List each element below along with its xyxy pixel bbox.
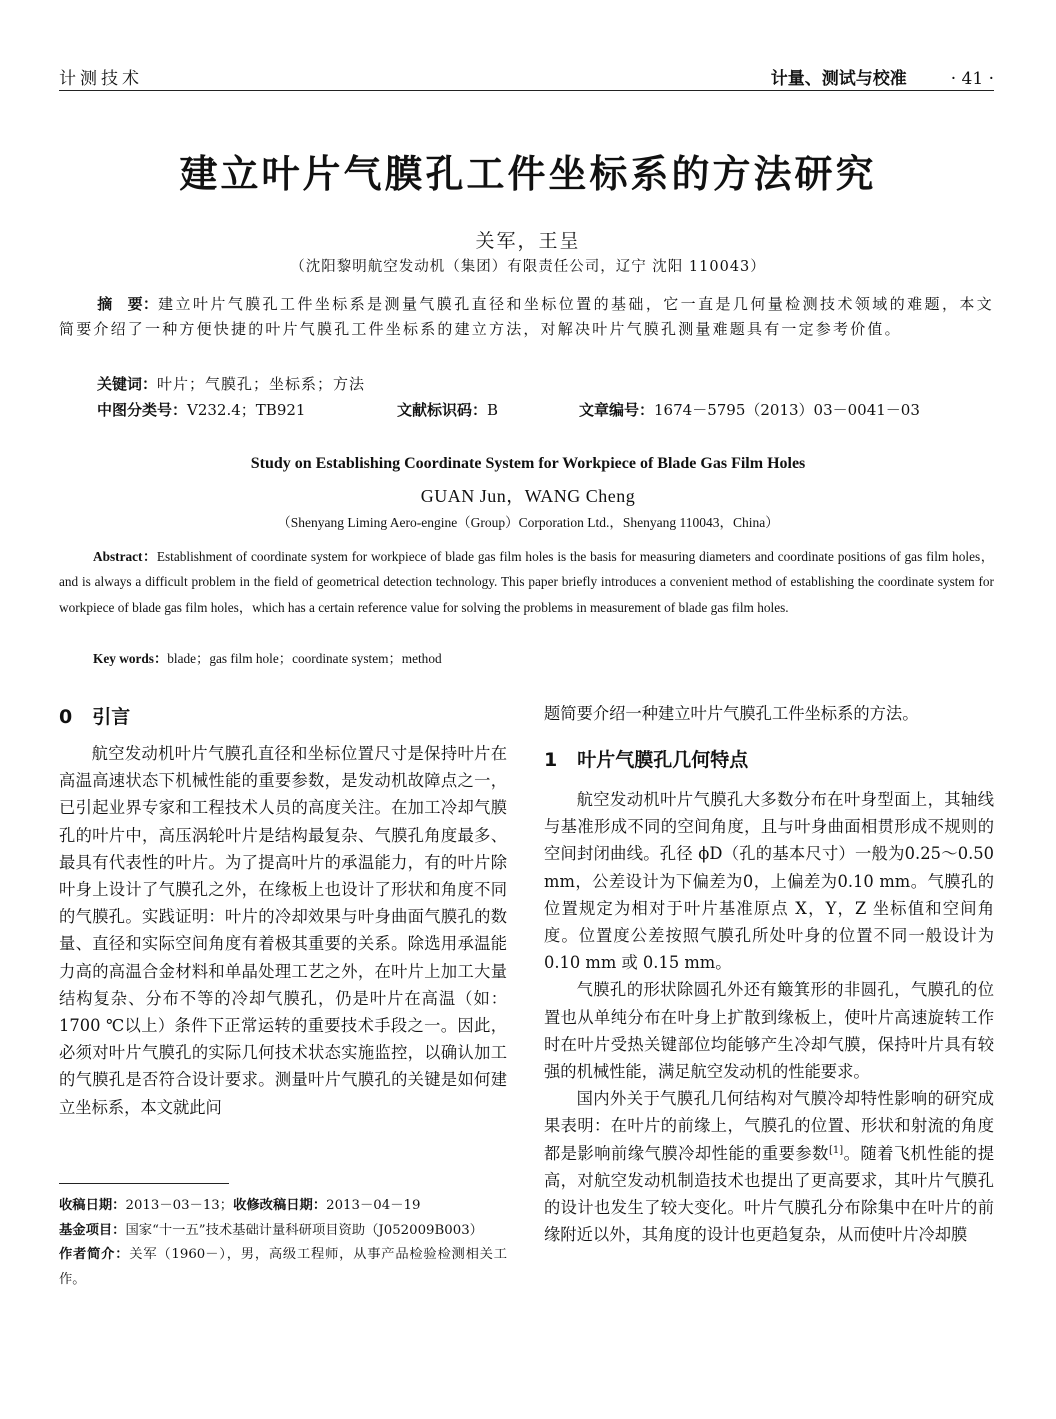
keywords-cn-text: 叶片；气膜孔；坐标系；方法 — [157, 375, 366, 393]
english-keywords — [93, 648, 442, 667]
article-value: 1674－5795（2013）03－0041－03 — [654, 401, 920, 419]
section1-paragraph-3-tail: 。随着飞机性能的提高，对航空发动机制造技术也提出了更高要求，其叶片气膜孔的设计也发生了较大变化。叶片气膜孔分布除集中在叶片的前缘附近以外，其角度的设计也更趋复杂，从而使叶片冷却膜 — [544, 1143, 994, 1245]
section1-paragraph-2: 气膜孔的形状除圆孔外还有簸箕形的非圆孔，气膜孔的位置也从单纯分布在叶身上扩散到缘板上，使叶片高速旋转工作时在叶片受热关键部位均能够产生冷却气膜，保持叶片具有较强的机械性能，满足航空发动机的性能要求。 — [544, 980, 994, 1082]
section-number-1: 1 — [544, 749, 558, 771]
english-affiliation: （Shenyang Liming Aero-engine（Group）Corporation Ltd.，Shenyang 110043，China） — [277, 515, 779, 530]
section-number-0: 0 — [59, 706, 73, 728]
keywords-cn-label: 关键词： — [97, 375, 158, 393]
doc-label: 文献标识码： — [397, 401, 488, 419]
authors: 关军，王呈 — [475, 230, 581, 252]
clc-code — [97, 399, 305, 420]
section0-paragraph-1: 航空发动机叶片气膜孔直径和坐标位置尺寸是保持叶片在高温高速状态下机械性能的重要参数，是发动机故障点之一，已引起业界专家和工程技术人员的高度关注。在加工冷却气膜孔的叶片中，高压涡轮叶片是结构最复杂、气膜孔角度最多、最具有代表性的叶片。为了提高叶片的承温能力，有的叶片除叶身上设计了气膜孔之外，在缘板上也设计了形状和角度不同的气膜孔。实践证明：叶片的冷却效果与叶身曲面气膜孔的数量、直径和实际空间角度有着极其重要的关系。除选用承温能力高的高温合金材料和单晶处理工艺之外，在叶片上加工大量结构复杂、分布不等的冷却气膜孔，仍是叶片在高温（如：1700 ℃以上）条件下正常运转的重要技术手段之一。因此，必须对叶片气膜孔的实际几何技术状态实施监控，以确认加工的气膜孔是否符合设计要求。测量叶片气膜孔的关键是如何建立坐标系，本文就此问 — [59, 744, 507, 1117]
clc-value: V232.4；TB921 — [187, 401, 306, 419]
journal-name: 计测技术 — [59, 69, 143, 89]
section-heading-0 — [59, 702, 130, 729]
doc-code — [397, 399, 498, 420]
english-keywords-label: Key words： — [93, 651, 168, 666]
right-column-top — [544, 700, 994, 727]
english-authors: GUAN Jun，WANG Cheng — [420, 486, 636, 506]
section1-paragraph-3 — [544, 1085, 994, 1248]
footnote-rule — [59, 1183, 229, 1184]
doc-value: B — [487, 401, 499, 419]
english-abstract-label: Abstract： — [93, 549, 157, 564]
english-abstract-text: Establishment of coordinate system for workpiece of blade gas film holes is the basis for measuring diameters and coordinate positions of gas film holes，and is always a difficult problem in the field of geometrical detection technology. This paper briefly introduces a convenient method of establishing the coordinate system for workpiece of blade gas film holes，which has a certain reference value for solving the problems in measurement of blade gas film holes. — [59, 549, 994, 615]
left-column — [59, 740, 507, 1121]
footnotes — [59, 1194, 507, 1292]
page-number: · 41 · — [950, 69, 994, 89]
received-label: 收稿日期： — [59, 1198, 126, 1213]
article-number — [579, 399, 920, 420]
english-title: Study on Establishing Coordinate System for Workpiece of Blade Gas Film Holes — [250, 455, 806, 472]
affiliation: （沈阳黎明航空发动机（集团）有限责任公司，辽宁 沈阳 110043） — [290, 259, 766, 275]
fund-label: 基金项目： — [59, 1222, 126, 1238]
footnote-dates — [59, 1194, 507, 1219]
author-label: 作者简介： — [59, 1247, 130, 1263]
abstract-cn — [59, 292, 994, 342]
received-date: 2013－03－13； — [125, 1198, 234, 1213]
section-label: 计量、测试与校准 — [770, 69, 907, 89]
footnote-fund — [59, 1219, 507, 1244]
right-column — [544, 786, 994, 1248]
section-title-1: 叶片气膜孔几何特点 — [577, 749, 749, 771]
section-heading-1 — [544, 745, 748, 772]
section1-paragraph-1: 航空发动机叶片气膜孔大多数分布在叶身型面上，其轴线与基准形成不同的空间角度，且与叶身曲面相贯形成不规则的空间封闭曲线。孔径 ϕD（孔的基本尺寸）一般为0.25～0.50 mm，公差设计为下偏差为0，上偏差为0.10 mm。气膜孔的位置规定为相对于叶片基准原点 X，Y，Z 坐标值和空间角度。位置度公差按照气膜孔所处叶身的位置不同一般设计为 0.10 mm 或 0.15 mm。 — [544, 790, 994, 973]
english-keywords-text: blade；gas film hole；coordinate system；method — [167, 651, 442, 666]
paper-title: 建立叶片气膜孔工件坐标系的方法研究 — [179, 152, 877, 196]
abstract-cn-text: 建立叶片气膜孔工件坐标系是测量气膜孔直径和坐标位置的基础，它一直是几何量检测技术领域的难题，本文简要介绍了一种方便快捷的叶片气膜孔工件坐标系的建立方法，对解决叶片气膜孔测量难题具有一定参考价值。 — [59, 295, 994, 338]
section1-paragraph-3-text: 国内外关于气膜孔几何结构对气膜冷却特性影响的研究成果表明：在叶片的前缘上，气膜孔的位置、形状和射流的角度都是影响前缘气膜冷却性能的重要参数 — [544, 1089, 994, 1163]
fund-text: 国家“十一五”技术基础计量科研项目资助（J052009B003） — [125, 1222, 483, 1238]
author-text: 关军（1960－），男，高级工程师，从事产品检验检测相关工作。 — [59, 1247, 507, 1287]
citation-ref[interactable]: [1] — [828, 1144, 844, 1156]
english-abstract — [59, 544, 994, 620]
section-name — [771, 64, 994, 89]
running-header — [59, 62, 994, 91]
abstract-cn-label: 摘 要： — [97, 295, 159, 313]
footnote-author — [59, 1243, 507, 1292]
article-label: 文章编号： — [579, 401, 655, 419]
section0-paragraph-continued: 题简要介绍一种建立叶片气膜孔工件坐标系的方法。 — [544, 704, 919, 723]
clc-label: 中图分类号： — [97, 401, 188, 419]
revised-label: 收修改稿日期： — [233, 1198, 327, 1213]
revised-date: 2013－04－19 — [326, 1198, 421, 1213]
section-title-0: 引言 — [92, 706, 131, 728]
keywords-cn — [97, 373, 365, 394]
